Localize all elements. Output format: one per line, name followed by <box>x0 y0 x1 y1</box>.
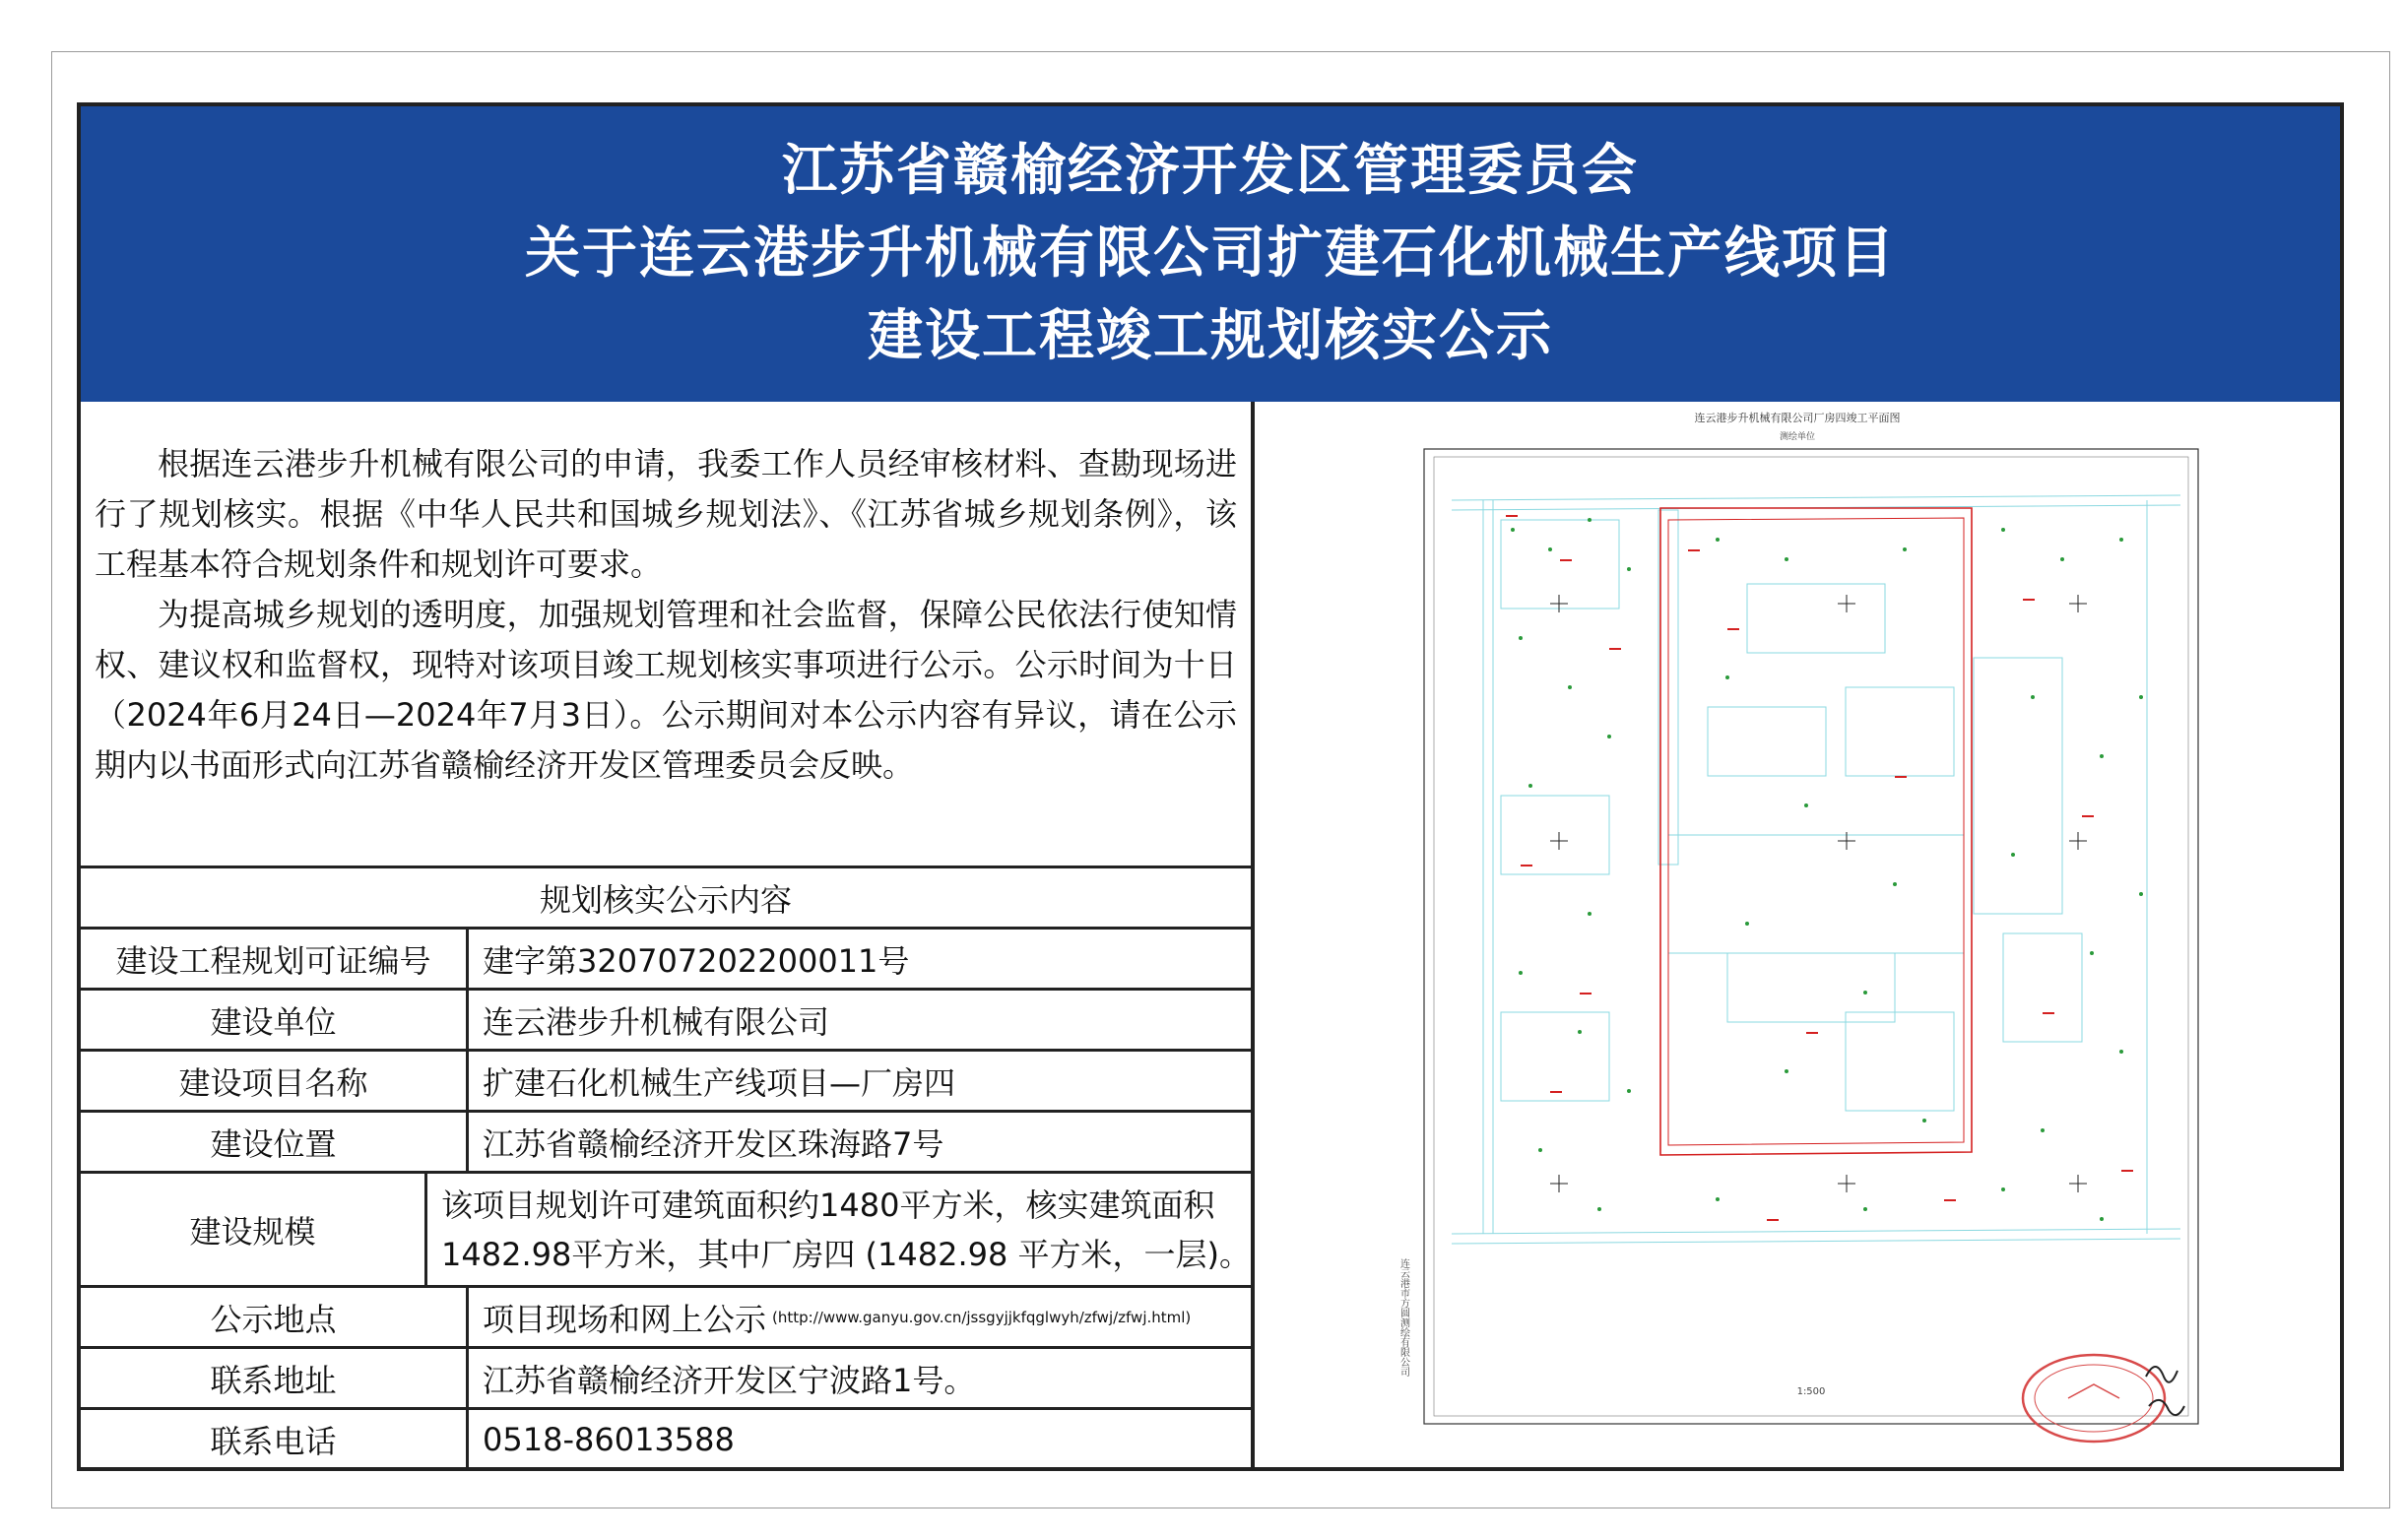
official-seal <box>2023 1355 2165 1442</box>
header-line-1: 江苏省赣榆经济开发区管理委员会 <box>782 139 1639 203</box>
row-label: 建设工程规划可证编号 <box>81 930 469 988</box>
row-value: 扩建石化机械生产线项目—厂房四 <box>483 1063 956 1102</box>
table-row <box>81 1049 1251 1110</box>
row-label: 联系地址 <box>81 1349 469 1407</box>
site-plan-panel <box>1255 402 2340 1467</box>
row-label: 建设规模 <box>81 1174 427 1285</box>
plan-inner-border <box>1434 457 2188 1416</box>
row-value: 建字第320707202200011号 <box>483 941 910 980</box>
intro-paragraph-2: 为提高城乡规划的透明度，加强规划管理和社会监督，保障公民依法行使知情权、建议权和监督权，现特对该项目竣工规划核实事项进行公示。公示时间为十日（2024年6月24日—2024年7月3日）。公示期间对本公示内容有异议，请在公示期内以书面形式向江苏省赣榆经济开发区管理委员会反映。 <box>95 596 1237 784</box>
header-line-3: 建设工程竣工规划核实公示 <box>868 304 1553 368</box>
elevation-marks <box>1506 515 2133 1221</box>
scale-line-1: 该项目规划许可建筑面积约1480平方米，核实建筑面积 <box>441 1186 1215 1224</box>
intro-paragraph-1: 根据连云港步升机械有限公司的申请，我委工作人员经审核材料、查勘现场进行了规划核实。根据《中华人民共和国城乡规划法》、《江苏省城乡规划条例》，该工程基本符合规划条件和规划许可要求。 <box>95 445 1237 583</box>
row-label: 建设单位 <box>81 991 469 1049</box>
row-value <box>469 1288 1251 1346</box>
notice-board <box>77 102 2344 1471</box>
plan-subtitle: 测绘单位 <box>1779 432 1816 442</box>
table-row <box>81 1407 1251 1468</box>
info-table <box>81 866 1251 1468</box>
site-plan-drawing <box>1255 402 2340 1467</box>
left-panel <box>81 402 1255 1467</box>
notice-header <box>81 106 2340 402</box>
row-value: 江苏省赣榆经济开发区宁波路1号。 <box>483 1361 976 1399</box>
location-text: 项目现场和网上公示 <box>483 1300 767 1338</box>
plan-scale: 1:500 <box>1796 1386 1826 1397</box>
row-label: 联系电话 <box>81 1410 469 1468</box>
table-row <box>81 927 1251 988</box>
table-row <box>81 1171 1251 1285</box>
row-label: 建设位置 <box>81 1113 469 1171</box>
row-value <box>427 1174 1251 1285</box>
website-link[interactable]: (http://www.ganyu.gov.cn/jssgyjjkfqglwyh/zfwj/zfwj.html) <box>772 1308 1192 1326</box>
row-value: 江苏省赣榆经济开发区珠海路7号 <box>483 1124 944 1163</box>
plan-linework <box>1452 495 2180 1244</box>
scale-line-2: 1482.98平方米，其中厂房四 (1482.98 平方米，一层)。 <box>441 1235 1251 1273</box>
intro-text <box>95 439 1237 791</box>
table-row <box>81 1110 1251 1171</box>
survey-points <box>1511 518 2143 1221</box>
header-line-2: 关于连云港步升机械有限公司扩建石化机械生产线项目 <box>525 222 1896 286</box>
table-title: 规划核实公示内容 <box>539 880 792 919</box>
row-value: 0518-86013588 <box>483 1420 735 1458</box>
plan-title: 连云港步升机械有限公司厂房四竣工平面图 <box>1694 412 1901 424</box>
grid-crosses <box>1550 595 2087 1192</box>
table-row <box>81 1346 1251 1407</box>
table-title-row <box>81 866 1251 927</box>
plan-side-label: 连云港市方圆测绘有限公司 <box>1397 1258 1409 1377</box>
row-value: 连云港步升机械有限公司 <box>483 1002 830 1041</box>
site-boundary <box>1660 508 1972 1155</box>
table-row <box>81 988 1251 1049</box>
row-label: 公示地点 <box>81 1288 469 1346</box>
table-row <box>81 1285 1251 1346</box>
row-label: 建设项目名称 <box>81 1052 469 1110</box>
